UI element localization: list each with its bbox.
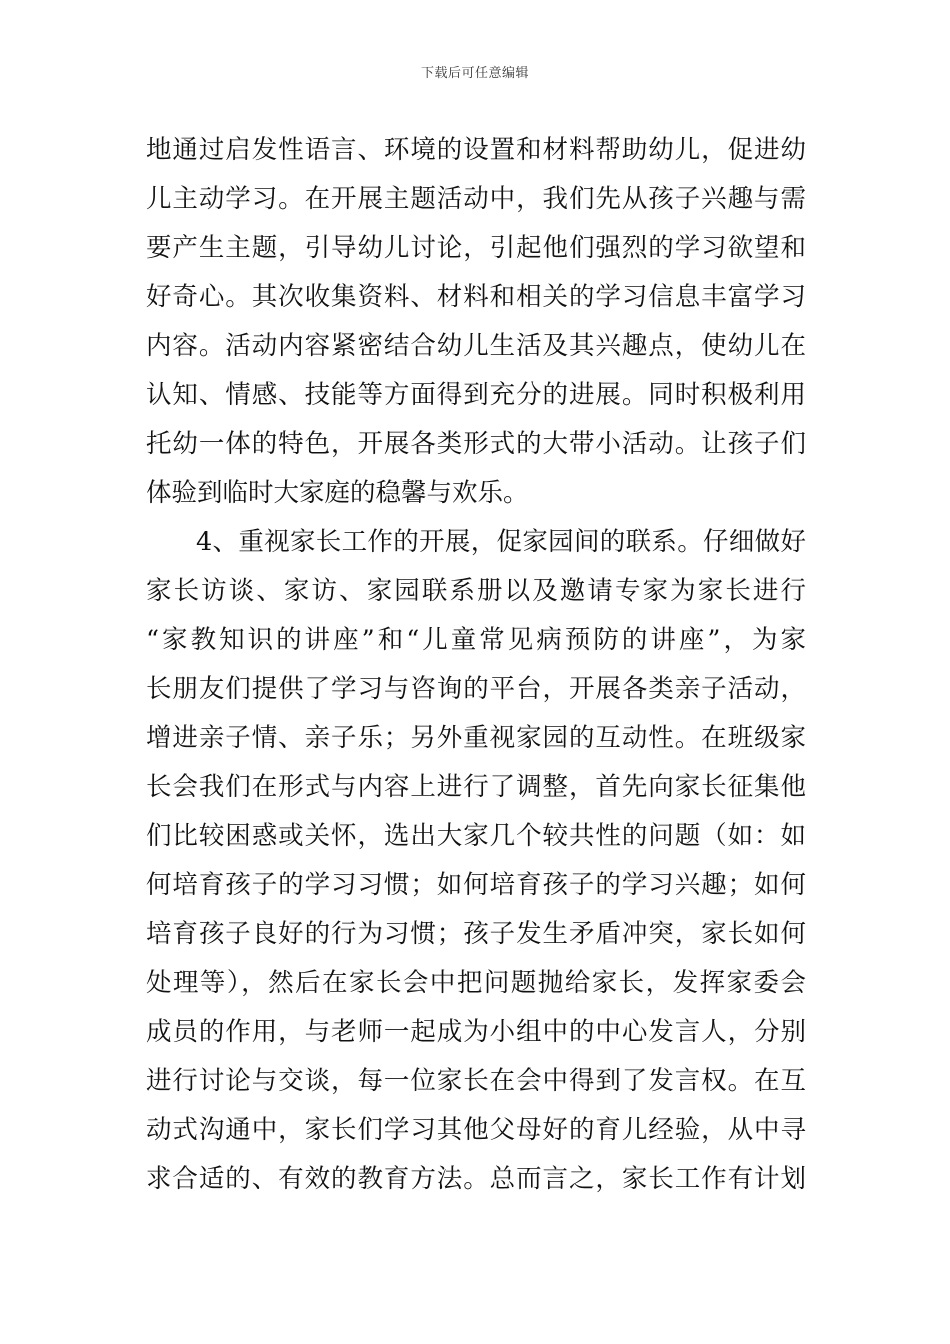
text-line: 们比较困惑或关怀，选出大家几个较共性的问题（如：如 — [146, 821, 806, 851]
text-line: 何培育孩子的学习习惯；如何培育孩子的学习兴趣；如何 — [146, 870, 806, 900]
text-line: 认知、情感、技能等方面得到充分的进展。同时积极利用 — [146, 380, 806, 410]
text-line: 托幼一体的特色，开展各类形式的大带小活动。让孩子们 — [146, 429, 806, 459]
text-line: 成员的作用，与老师一起成为小组中的中心发言人，分别 — [146, 1017, 806, 1047]
text-line: 地通过启发性语言、环境的设置和材料帮助幼儿，促进幼 — [146, 135, 806, 165]
text-line: 处理等），然后在家长会中把问题抛给家长，发挥家委会 — [146, 968, 806, 998]
text-line: 进行讨论与交谈，每一位家长在会中得到了发言权。在互 — [146, 1066, 806, 1096]
document-body — [146, 126, 806, 1204]
text-line: 好奇心。其次收集资料、材料和相关的学习信息丰富学习 — [146, 282, 806, 312]
text-line: 长会我们在形式与内容上进行了调整，首先向家长征集他 — [146, 772, 806, 802]
text-line: 培育孩子良好的行为习惯；孩子发生矛盾冲突，家长如何 — [146, 919, 806, 949]
text-line: 体验到临时大家庭的稳馨与欢乐。 — [146, 478, 529, 508]
text-line: 儿主动学习。在开展主题活动中，我们先从孩子兴趣与需 — [146, 184, 806, 214]
text-line: 要产生主题，引导幼儿讨论，引起他们强烈的学习欲望和 — [146, 233, 806, 263]
page-header: 下载后可任意编辑 — [420, 66, 529, 81]
text-line: 动式沟通中，家长们学习其他父母好的育儿经验，从中寻 — [146, 1115, 806, 1145]
text-line: 内容。活动内容紧密结合幼儿生活及其兴趣点，使幼儿在 — [146, 331, 806, 361]
text-line: 求合适的、有效的教育方法。总而言之，家长工作有计划 — [146, 1164, 806, 1194]
text-line: “家教知识的讲座”和“儿童常见病预防的讲座”，为家 — [146, 625, 806, 655]
text-line: 长朋友们提供了学习与咨询的平台，开展各类亲子活动， — [146, 674, 806, 704]
paragraph-start-line: 4、重视家长工作的开展，促家园间的联系。仔细做好 — [196, 527, 806, 557]
text-line: 家长访谈、家访、家园联系册以及邀请专家为家长进行 — [146, 576, 806, 606]
text-line: 增进亲子情、亲子乐；另外重视家园的互动性。在班级家 — [146, 723, 806, 753]
